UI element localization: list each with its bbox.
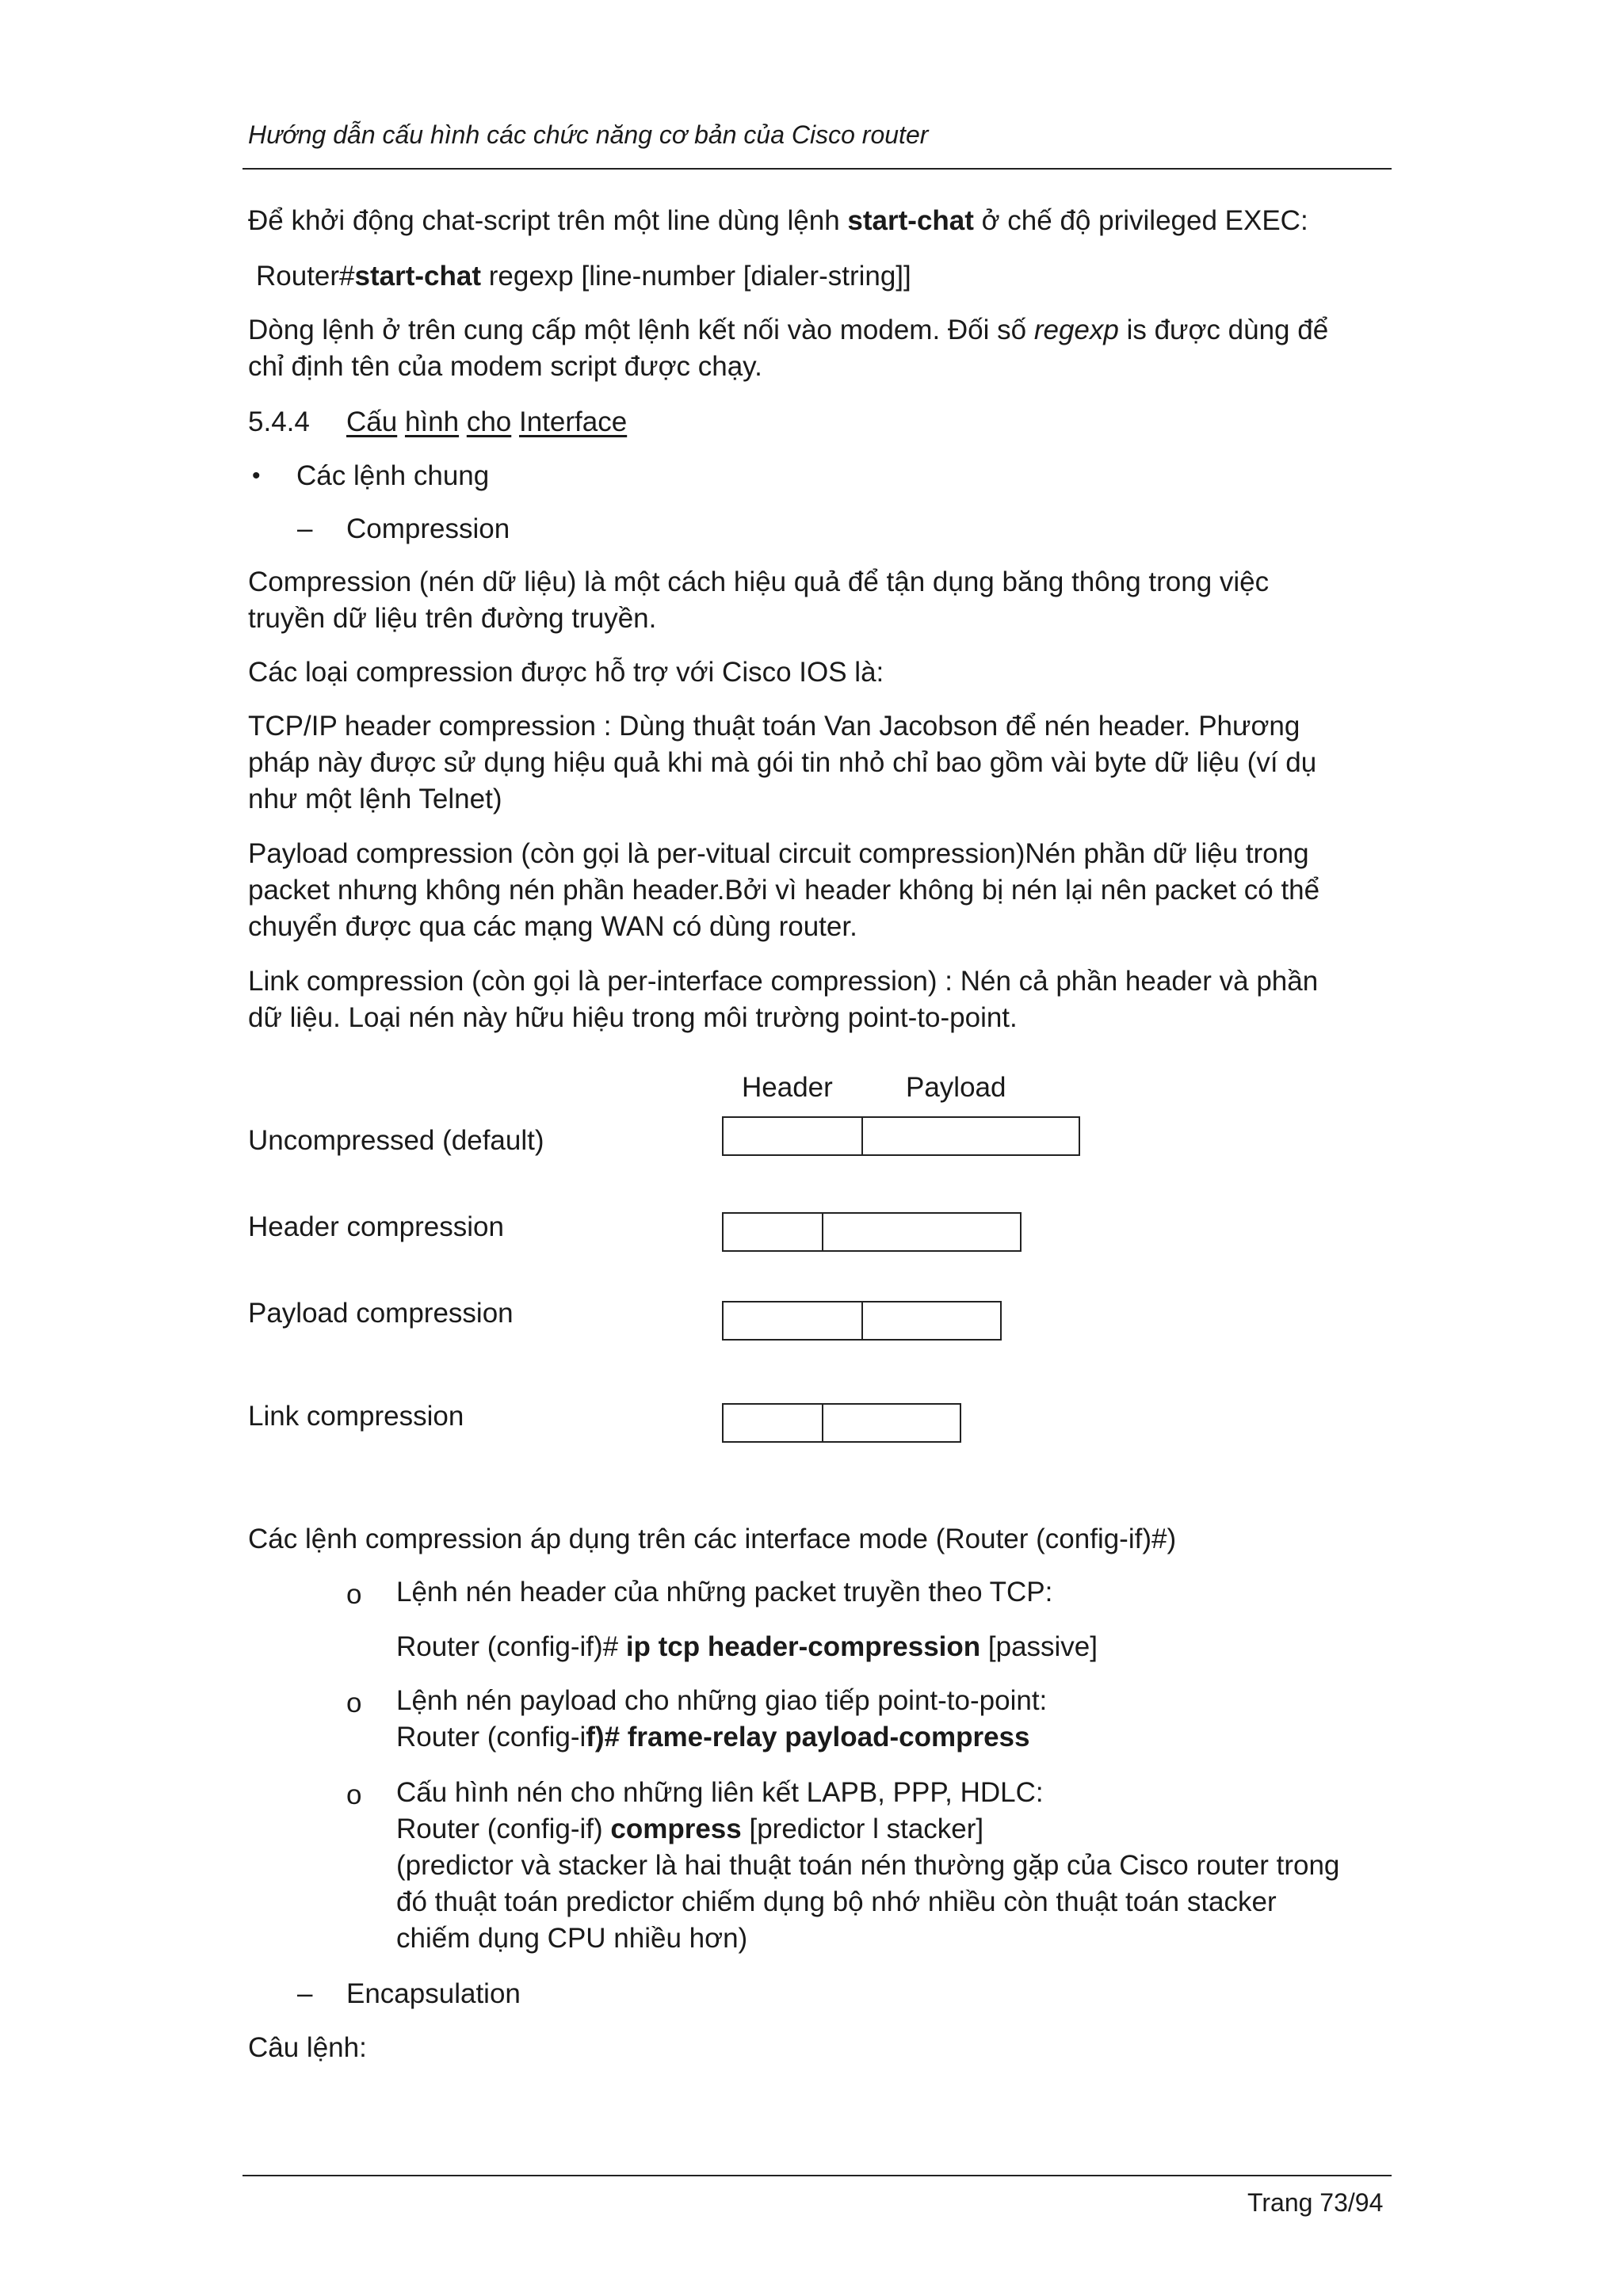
- section-title: [346, 404, 627, 441]
- paragraph-compression-line1: Compression (nén dữ liệu) là một cách hiệu quả để tận dụng băng thông trong việc: [248, 566, 1270, 597]
- cmd1-post: regexp [line-number [dialer-string]]: [481, 261, 911, 292]
- packet-divider: [822, 1405, 823, 1441]
- section-title-w2: hình: [404, 406, 460, 437]
- diagram-row-label-link: Link compression: [248, 1401, 464, 1432]
- packet-link-compressed: [722, 1403, 961, 1443]
- o-marker-1: o: [346, 1579, 362, 1610]
- paragraph-tcpip-line1: TCP/IP header compression : Dùng thuật toán Van Jacobson để nén header. Phương: [248, 711, 1300, 742]
- o2-cmd-pre: Router (config-i: [396, 1722, 586, 1753]
- p2-l1-pre: Dòng lệnh ở trên cung cấp một lệnh kết nối vào modem. Đối số: [248, 315, 1034, 345]
- o3-line5: chiếm dụng CPU nhiều hơn): [396, 1923, 748, 1954]
- o-marker-3: o: [346, 1779, 362, 1810]
- running-header: Hướng dẫn cấu hình các chức năng cơ bản của Cisco router: [248, 120, 929, 149]
- paragraph-link-line1: Link compression (còn gọi là per-interface compression) : Nén cả phần header và phần: [248, 966, 1319, 997]
- footer-rule: [242, 2175, 1392, 2176]
- dash-encapsulation: Encapsulation: [346, 1978, 521, 2009]
- paragraph-regexp-line1: [248, 312, 1328, 349]
- packet-payload-compressed: [722, 1301, 1002, 1341]
- o3-line3: (predictor và stacker là hai thuật toán nén thường gặp của Cisco router trong: [396, 1850, 1340, 1881]
- p1-post: ở chế độ privileged EXEC:: [973, 205, 1308, 236]
- o2-command: [396, 1719, 1030, 1756]
- cmd1-pre: Router#: [256, 261, 355, 292]
- packet-divider: [822, 1214, 823, 1250]
- packet-uncompressed: [722, 1116, 1080, 1156]
- command-start-chat: [256, 258, 911, 295]
- packet-header-compressed: [722, 1212, 1022, 1252]
- o3-line1: Cấu hình nén cho những liên kết LAPB, PPP, HDLC:: [396, 1777, 1044, 1808]
- header-rule: [242, 168, 1392, 170]
- o2-cmd-bold: f)# frame-relay payload-compress: [586, 1722, 1030, 1753]
- o3-cmd-pre: Router (config-if): [396, 1814, 611, 1844]
- o1-line1: Lệnh nén header của những packet truyền theo TCP:: [396, 1577, 1053, 1608]
- paragraph-interface-commands: Các lệnh compression áp dụng trên các interface mode (Router (config-if)#): [248, 1524, 1177, 1554]
- o3-line4: đó thuật toán predictor chiếm dụng bộ nhớ nhiều còn thuật toán stacker: [396, 1886, 1277, 1917]
- paragraph-payload-line1: Payload compression (còn gọi là per-vitual circuit compression)Nén phần dữ liệu trong: [248, 838, 1309, 869]
- paragraph-link-line2: dữ liệu. Loại nén này hữu hiệu trong môi trường point-to-point.: [248, 1002, 1018, 1033]
- dash-marker-encapsulation: –: [297, 1978, 313, 2009]
- cmd1-bold: start-chat: [354, 261, 482, 292]
- p1-bold: start-chat: [847, 205, 974, 236]
- section-number: 5.4.4: [248, 406, 310, 437]
- p2-l1-italic: regexp: [1033, 315, 1119, 345]
- section-title-w3: cho: [466, 406, 512, 437]
- p1-pre: Để khởi động chat-script trên một line dùng lệnh: [248, 205, 848, 236]
- o1-cmd-post: [passive]: [980, 1631, 1098, 1662]
- paragraph-cau-lenh: Câu lệnh:: [248, 2032, 367, 2063]
- dash-compression: Compression: [346, 513, 510, 544]
- o3-cmd-bold: compress: [610, 1814, 742, 1844]
- paragraph-compression-line2: truyền dữ liệu trên đường truyền.: [248, 603, 657, 634]
- bullet-marker: •: [252, 463, 261, 489]
- o1-cmd-pre: Router (config-if)#: [396, 1631, 626, 1662]
- bullet-general-commands: Các lệnh chung: [296, 460, 490, 491]
- paragraph-tcpip-line3: như một lệnh Telnet): [248, 784, 502, 814]
- paragraph-regexp-line2: chỉ định tên của modem script được chạy.: [248, 351, 762, 382]
- section-title-w4: Interface: [518, 406, 628, 437]
- diagram-row-label-payload: Payload compression: [248, 1298, 514, 1329]
- p2-l1-post: is được dùng để: [1118, 315, 1329, 345]
- diagram-col-payload: Payload: [906, 1072, 1006, 1103]
- o2-line1: Lệnh nén payload cho những giao tiếp point-to-point:: [396, 1685, 1048, 1716]
- paragraph-start-chat: [248, 203, 1308, 239]
- page-number: Trang 73/94: [1247, 2188, 1384, 2217]
- o1-cmd-bold: ip tcp header-compression: [625, 1631, 981, 1662]
- paragraph-tcpip-line2: pháp này được sử dụng hiệu quả khi mà gói tin nhỏ chỉ bao gồm vài byte dữ liệu (ví dụ: [248, 747, 1317, 778]
- dash-marker-compression: –: [297, 513, 313, 544]
- paragraph-payload-line3: chuyển được qua các mạng WAN có dùng router.: [248, 911, 857, 942]
- section-title-w1: Cấu: [346, 406, 398, 437]
- o1-command: [396, 1629, 1098, 1665]
- paragraph-compression-types: Các loại compression được hỗ trợ với Cisco IOS là:: [248, 657, 884, 688]
- diagram-col-header: Header: [742, 1072, 833, 1103]
- paragraph-payload-line2: packet nhưng không nén phần header.Bởi vì header không bị nén lại nên packet có thể: [248, 875, 1320, 906]
- o-marker-2: o: [346, 1688, 362, 1718]
- diagram-row-label-header: Header compression: [248, 1211, 504, 1242]
- o3-command: [396, 1811, 983, 1848]
- packet-divider: [861, 1118, 863, 1154]
- o3-cmd-post: [predictor l stacker]: [741, 1814, 984, 1844]
- diagram-row-label-uncompressed: Uncompressed (default): [248, 1125, 544, 1156]
- packet-divider: [861, 1302, 863, 1339]
